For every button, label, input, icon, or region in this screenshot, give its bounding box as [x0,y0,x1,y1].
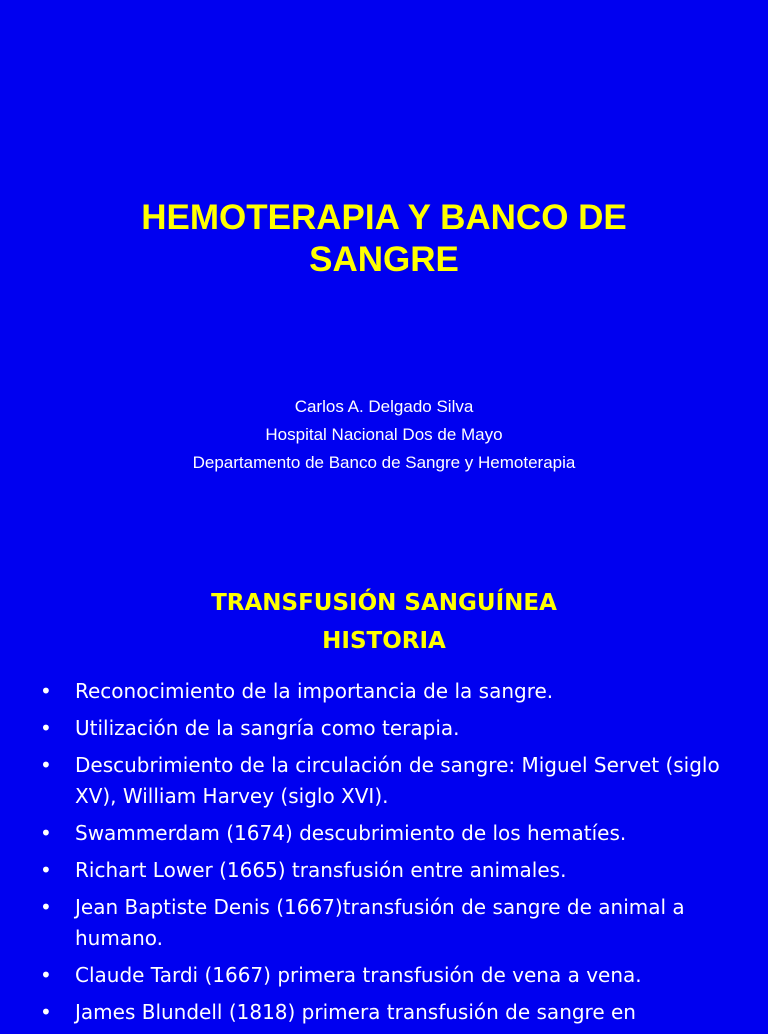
slide-title [0,197,768,281]
list-item [40,818,740,849]
author-department: Departamento de Banco de Sangre y Hemoterapia [192,453,576,472]
slide-title-line-2: SANGRE [309,240,459,279]
author-name: Carlos A. Delgado Silva [294,397,474,416]
list-item [40,960,740,991]
bullet-icon: • [40,963,52,987]
list-item [40,750,740,812]
slide-title-line-1: HEMOTERAPIA Y BANCO DE [141,198,627,237]
list-item-text: Richart Lower (1665) transfusión entre animales. [75,858,567,882]
list-item [40,855,740,886]
list-item-text: Utilización de la sangría como terapia. [75,716,460,740]
bullet-icon: • [40,753,52,777]
section-title-line-1: TRANSFUSIÓN SANGUÍNEA [211,590,557,616]
section-title [0,584,768,660]
list-item-text: Jean Baptiste Denis (1667)transfusión de sangre de animal a humano. [75,895,685,950]
list-item-text: Claude Tardi (1667) primera transfusión de vena a vena. [75,963,642,987]
bullet-icon: • [40,716,52,740]
list-item-text: Descubrimiento de la circulación de sangre: Miguel Servet (siglo XV), William Harvey (siglo XVI). [75,753,720,808]
bullet-icon: • [40,821,52,845]
list-item [40,892,740,954]
list-item-text: James Blundell (1818) primera transfusión de sangre en [75,1000,636,1024]
history-bullet-list [40,676,740,1034]
author-block [0,393,768,477]
list-item-text: Reconocimiento de la importancia de la sangre. [75,679,554,703]
bullet-icon: • [40,858,52,882]
list-item-text: Swammerdam (1674) descubrimiento de los hematíes. [75,821,627,845]
list-item [40,997,740,1028]
section-title-line-2: HISTORIA [322,628,446,654]
bullet-icon: • [40,1000,52,1024]
list-item [40,676,740,707]
author-hospital: Hospital Nacional Dos de Mayo [265,425,503,444]
bullet-icon: • [40,679,52,703]
bullet-icon: • [40,895,52,919]
list-item [40,713,740,744]
